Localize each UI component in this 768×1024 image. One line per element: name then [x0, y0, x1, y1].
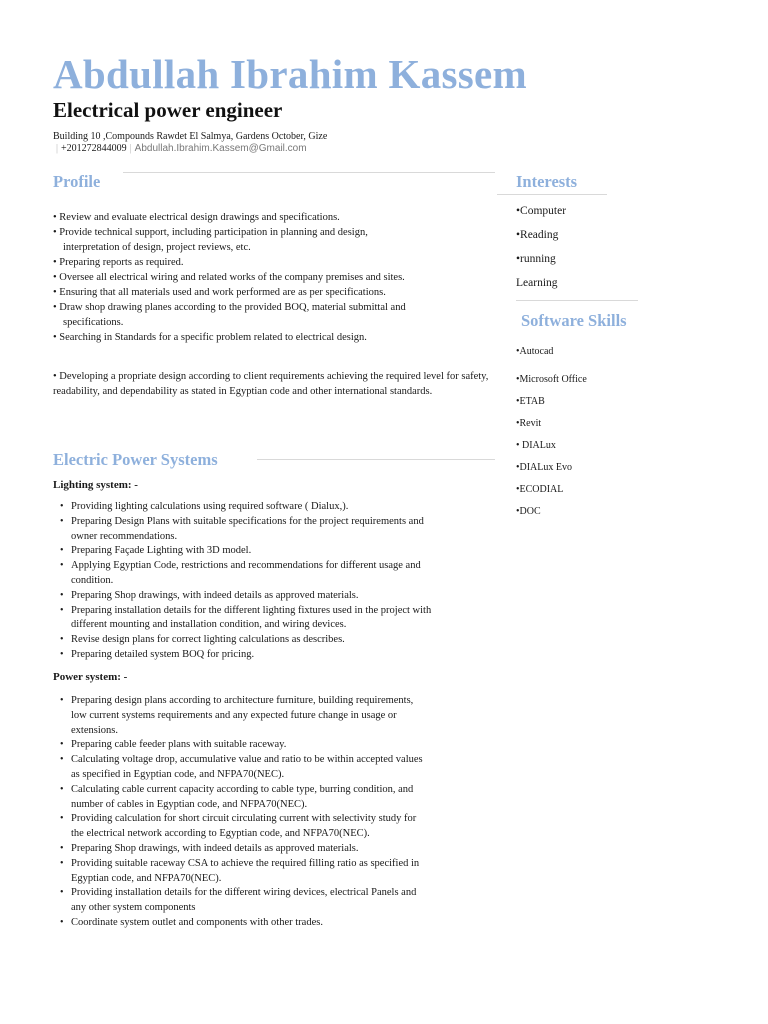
list-item: interpretation of design, project reviews, etc.: [63, 242, 251, 253]
eps-divider: [257, 459, 495, 460]
list-item: • Revise design plans for correct lighting calculations as describes.: [60, 633, 431, 648]
address: Building 10 ,Compounds Rawdet El Salmya, Gardens October, Gize: [53, 131, 328, 142]
list-item: • Preparing detailed system BOQ for pricing.: [60, 648, 431, 663]
list-item: • Applying Egyptian Code, restrictions and recommendations for different usage and: [60, 559, 431, 574]
list-item: • DIALux: [516, 440, 556, 451]
list-item: • Providing lighting calculations using required software ( Dialux,).: [60, 500, 431, 515]
interests-list: [516, 199, 566, 295]
list-item: Learning: [516, 277, 558, 289]
list-item: extensions.: [71, 724, 118, 736]
profile-heading: Profile: [53, 172, 101, 191]
list-item: • Preparing Shop drawings, with indeed details as approved materials.: [60, 842, 423, 857]
software-skills-heading: Software Skills: [521, 311, 627, 330]
profile-list: [53, 210, 406, 345]
list-item: low current systems requirements and any expected future change in usage or: [71, 709, 397, 721]
list-item: • Preparing installation details for the different lighting fixtures used in the project with: [60, 604, 431, 619]
interests-heading: Interests: [516, 172, 578, 191]
lighting-system-heading: Lighting system: -: [53, 479, 138, 491]
lighting-list: [60, 500, 431, 663]
power-system-heading: Power system: -: [53, 671, 128, 683]
list-item: • Preparing design plans according to architecture furniture, building requirements,: [60, 694, 423, 709]
interests-divider: [497, 194, 607, 195]
contact-line: [53, 143, 307, 154]
list-item: • Review and evaluate electrical design drawings and specifications.: [53, 212, 340, 223]
list-item: •DIALux Evo: [516, 462, 572, 473]
list-item: owner recommendations.: [71, 530, 178, 542]
list-item: Egyptian code, and NFPA70(NEC).: [71, 872, 222, 884]
list-item: • Ensuring that all materials used and work performed are as per specifications.: [53, 287, 386, 298]
list-item: • Preparing Design Plans with suitable specifications for the project requirements and: [60, 515, 431, 530]
software-skills-list: [516, 341, 587, 523]
candidate-name: Abdullah Ibrahim Kassem: [53, 51, 527, 97]
list-item: •ETAB: [516, 396, 545, 407]
list-item: • Oversee all electrical wiring and related works of the company premises and sites.: [53, 272, 405, 283]
list-item: different mounting and installation condition, and wiring devices.: [71, 619, 347, 631]
eps-heading: Electric Power Systems: [53, 450, 218, 469]
profile-divider: [123, 172, 495, 173]
contact-separator: |: [56, 143, 59, 154]
power-list: [60, 694, 423, 931]
list-item: •DOC: [516, 506, 541, 517]
list-item: •Reading: [516, 229, 559, 241]
list-item: •Computer: [516, 205, 567, 217]
list-item: • Provide technical support, including participation in planning and design,: [53, 227, 368, 238]
list-item: • Preparing reports as required.: [53, 257, 184, 268]
list-item: •Microsoft Office: [516, 374, 587, 385]
email-address: Abdullah.Ibrahim.Kassem@Gmail.com: [134, 143, 307, 154]
list-item: • Providing suitable raceway CSA to achieve the required filling ratio as specified in: [60, 857, 423, 872]
list-item: number of cables in Egyptian code, and NFPA70(NEC).: [71, 798, 308, 810]
list-item: • Preparing Façade Lighting with 3D model.: [60, 544, 431, 559]
list-item: • Providing calculation for short circuit circulating current with selectivity study for: [60, 812, 423, 827]
list-item: • Searching in Standards for a specific problem related to electrical design.: [53, 332, 367, 343]
profile-paragraph: • Developing a propriate design according to client requirements achieving the required level for safety, readability, and dependability as stated in Egyptian code and other international standards.: [53, 371, 489, 397]
list-item: •Revit: [516, 418, 542, 429]
job-title: Electrical power engineer: [53, 98, 283, 122]
list-item: •Autocad: [516, 346, 554, 357]
list-item: • Preparing cable feeder plans with suitable raceway.: [60, 738, 423, 753]
contact-separator: |: [129, 143, 132, 154]
list-item: • Coordinate system outlet and components with other trades.: [60, 916, 423, 931]
list-item: •ECODIAL: [516, 484, 564, 495]
list-item: • Calculating voltage drop, accumulative value and ratio to be within accepted values: [60, 753, 423, 768]
phone-number: +201272844009: [61, 143, 127, 154]
list-item: • Providing installation details for the different wiring devices, electrical Panels and: [60, 886, 423, 901]
list-item: • Preparing Shop drawings, with indeed details as approved materials.: [60, 589, 431, 604]
list-item: • Calculating cable current capacity according to cable type, burring condition, and: [60, 783, 423, 798]
list-item: any other system components: [71, 902, 196, 914]
list-item: condition.: [71, 574, 114, 586]
list-item: specifications.: [63, 317, 124, 328]
list-item: • Draw shop drawing planes according to the provided BOQ, material submittal and: [53, 302, 406, 313]
list-item: •running: [516, 253, 556, 265]
software-divider: [516, 300, 638, 301]
list-item: as specified in Egyptian code, and NFPA70(NEC).: [71, 768, 285, 780]
list-item: the electrical network according to Egyptian code, and NFPA70(NEC).: [71, 828, 370, 840]
